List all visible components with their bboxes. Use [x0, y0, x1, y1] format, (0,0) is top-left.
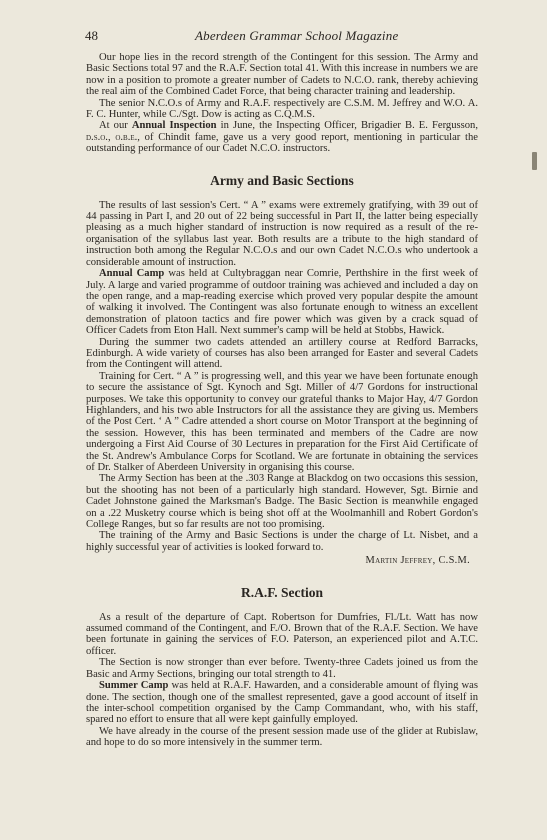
running-title: Aberdeen Grammar School Magazine — [195, 28, 399, 43]
army-paragraph-1: The results of last session's Cert. “ A ” exams were extremely gratifying, with 39 out of 44 passing in Part I, and 20 out of 22 being successful in Part II, the latter being especially pleasing as a much higher standard of instruction is now required as a result of the re-organisation of the syllabus last year. Both results are a tribute to the high standard of instruction both among the Regular N.C.O.s and our own Cadet N.C.O.s who undertook a considerable amount of instruction. — [86, 199, 478, 268]
inspection-text-mid: in June, the Inspecting Officer, Brigadier B. E. Fergusson, — [216, 120, 478, 132]
raf-paragraph-2: The Section is now stronger than ever before. Twenty-three Cadets joined us from the Basic and Army Sections, bringing our total strength to 41. — [86, 657, 478, 680]
inspection-text-rest: , of Chindit fame, gave us a very good report, mentioning in particular the outstanding performance of our Cadet N.C.O. instructors. — [86, 131, 478, 155]
intro-paragraph-2: The senior N.C.O.s of Army and R.A.F. respectively are C.S.M. M. Jeffrey and W.O. A. F. C. Hunter, while C./Sgt. Dow is acting as C.Q.M.S. — [86, 97, 478, 121]
inspection-text-lead: At our — [99, 120, 132, 132]
army-paragraph-4: Training for Cert. “ A ” is progressing well, and this year we have been fortunate enough to secure the assistance of Sgt. Kynoch and Sgt. Miller of 4/7 Gordons for instructional purposes. We take this opportunity to convey our grateful thanks to Major Hay, 4/7 Gordon Highlanders, and his two able Instructors for all the assistance they are giving us. Members of the Post Cert. ‘ A ” Cadre attended a short course on Motor Transport at the beginning of the session. However, this has been terminated and members of the Cadre are now undergoing a First Aid Course of 30 Lectures in preparation for the First Aid Certificate of the St. Andrew's Ambulance Corps for Scotland. We are fortunate in obtaining the services of Dr. Stalker of Aberdeen University in organising this course. — [86, 370, 478, 473]
annual-camp-text: was held at Cultybraggan near Comrie, Perthshire in the first week of July. A large and varied programme of outdoor training was achieved and included a day on the open range, and a map-reading exercise which proved very popular despite the amount of walking it involved. The Contingent was also fortunate enough to witness an excellent demonstration of platoon tactics and fire power which was given by a crack squad of Officer Cadets from Eton Hall. Next summer's camp will be held at Stobbs, Hawick. — [86, 268, 478, 337]
raf-paragraph-1: As a result of the departure of Capt. Robertson for Dumfries, Fl./Lt. Watt has now assumed command of the Contingent, and F./O. Brown that of the R.A.F. Section. We have been fortunate in gaining the services of F.O. Paterson, an experienced pilot and A.T.C. officer. — [86, 611, 478, 657]
raf-paragraph-4: We have already in the course of the present session made use of the glider at Rubislaw, and hope to do so more intensively in the summer term. — [86, 725, 478, 749]
army-paragraph-5: The Army Section has been at the .303 Range at Blackdog on two occasions this session, but the shooting has not been of a particularly high standard. However, Sgt. Birnie and Cadet Johnstone gained the Marksman's Badge. The Basic Section is meanwhile engaged on a .22 Musketry course which is being shot off at the Woolmanhill and Robert Gordon's College Ranges, but so far results are not too promising. — [86, 473, 478, 531]
intro-paragraph-1: Our hope lies in the record strength of the Contingent for this session. The Army and Basic Sections total 97 and the R.A.F. Section total 41. With this increase in numbers we are now in a position to promote a greater number of Cadets to N.C.O. rank, thereby achieving the real aim of the Combined Cadet Force, that being character training and leadership. — [86, 52, 478, 98]
margin-mark — [532, 152, 537, 170]
annual-camp-label: Annual Camp — [99, 268, 165, 280]
intro-paragraph-3 — [86, 120, 478, 154]
raf-section-heading: R.A.F. Section — [240, 584, 323, 600]
honours-text: d.s.o., o.b.e. — [86, 131, 138, 143]
page-number: 48 — [85, 28, 98, 43]
page-header — [85, 28, 475, 46]
army-paragraph-2 — [86, 268, 478, 336]
army-paragraph-3: During the summer two cadets attended an artillery course at Redford Barracks, Edinburgh. A wide variety of courses has also been arranged for Easter and several Cadets from the Contingent will attend. — [86, 336, 478, 371]
annual-inspection-label: Annual Inspection — [131, 120, 217, 132]
army-paragraph-6: The training of the Army and Basic Sections is under the charge of Lt. Nisbet, and a highly successful year of activities is looked forward to. — [86, 530, 478, 553]
army-section-heading: Army and Basic Sections — [210, 172, 354, 188]
summer-camp-text: was held at R.A.F. Hawarden, and a considerable amount of flying was done. The section, though one of the smallest represented, gave a good account of itself in the inter-school competition organised by the Camp Commandant, who, with his staff, spared no effort to ensure that all were kept gainfully employed. — [86, 680, 478, 726]
army-signature: Martin Jeffrey, C.S.M. — [365, 555, 470, 567]
raf-paragraph-3 — [86, 680, 478, 726]
summer-camp-label: Summer Camp — [99, 680, 169, 692]
page-body — [86, 52, 478, 749]
